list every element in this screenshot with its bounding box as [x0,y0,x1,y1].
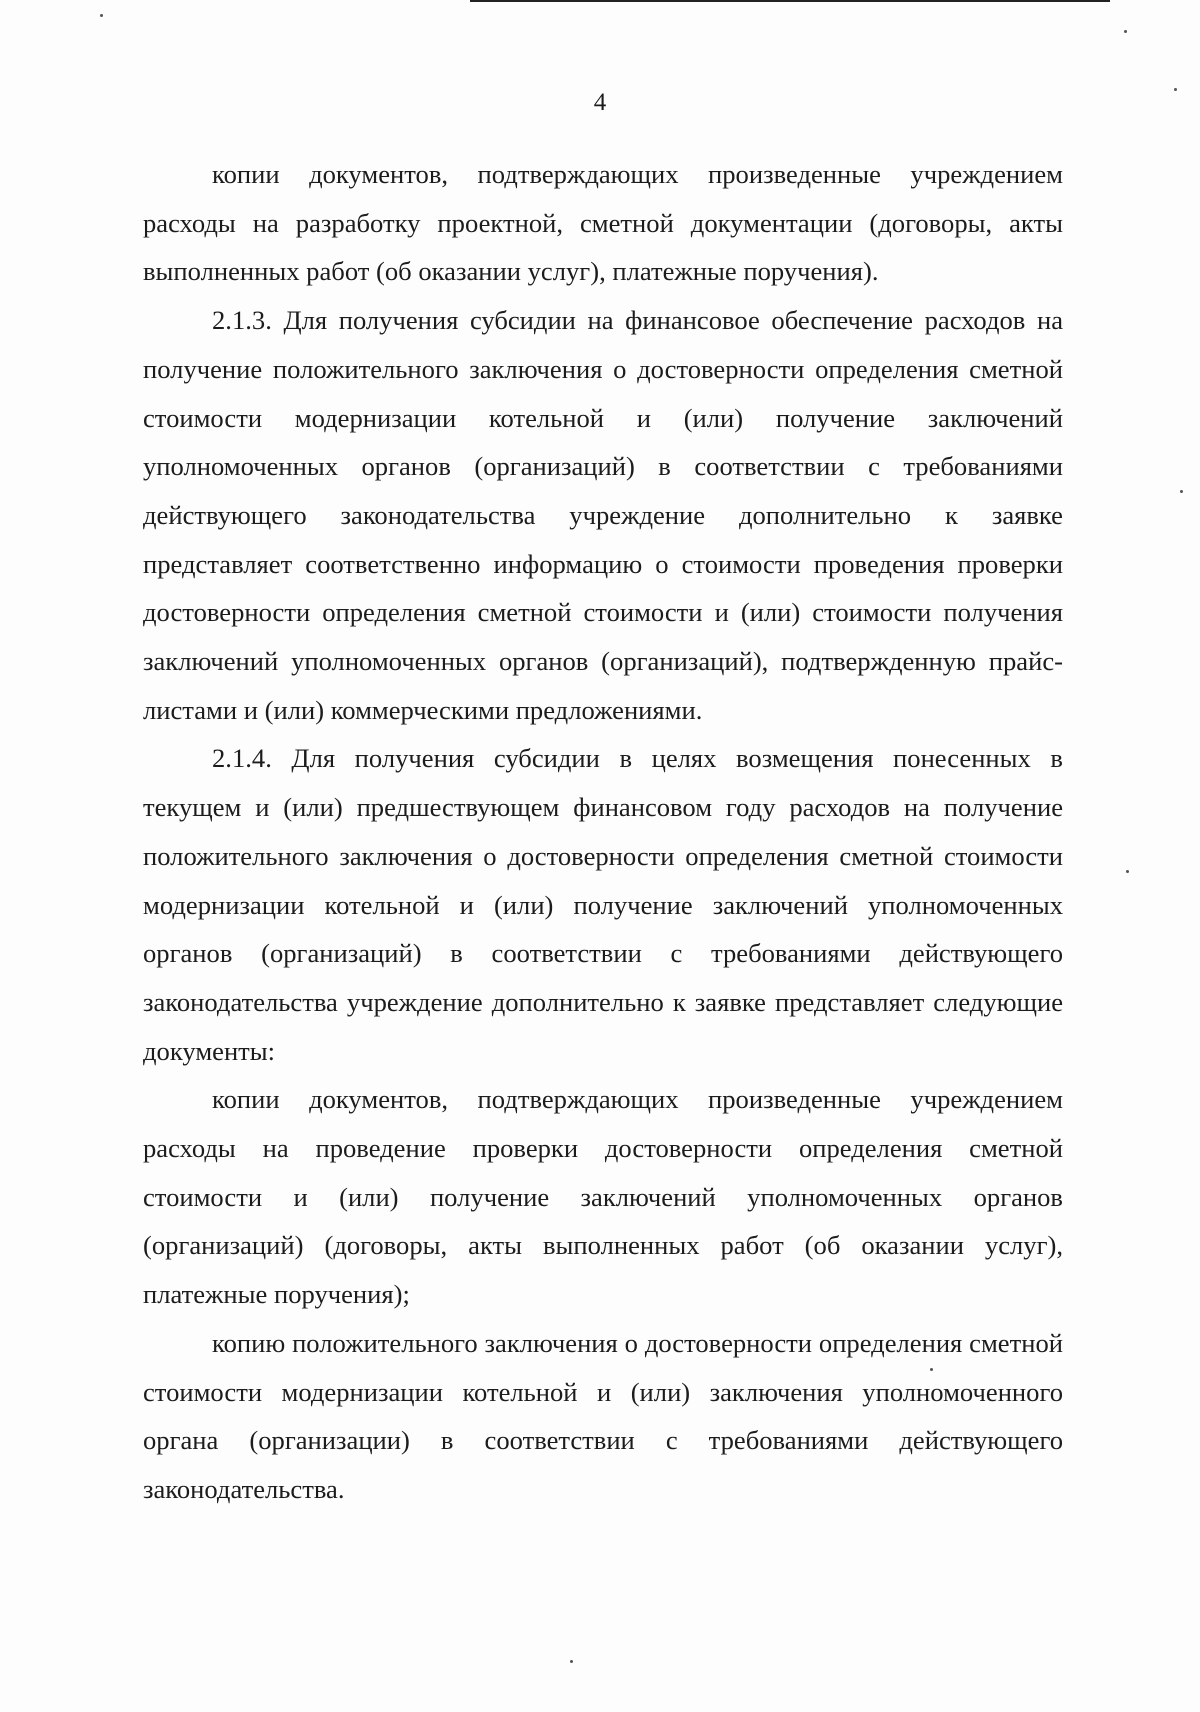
document-body [143,150,1063,1514]
paragraph-payment-documents: копии документов, подтверждающих произведенные учреждением расходы на проведение проверки достоверности определения сметной стоимости и (или) получение заключений уполномоченных органов (организаций) (договоры, акты выполненных работ (об оказании услуг), платежные поручения); [143,1084,1063,1310]
paragraph-2-1-4: 2.1.4. Для получения субсидии в целях возмещения понесенных в текущем и (или) предшествующем финансовом году расходов на получение положительного заключения о достоверности определения сметной стоимости модернизации котельной и (или) получение заключений уполномоченных органов (организаций) в соответствии с требованиями действующего законодательства учреждение дополнительно к заявке представляет следующие документы: [143,743,1063,1066]
scan-speck [1180,490,1183,493]
paragraph-expense-documents: копии документов, подтверждающих произведенные учреждением расходы на разработку проектной, сметной документации (договоры, акты выполненных работ (об оказании услуг), платежные поручения). [143,159,1063,287]
scan-top-border [470,0,1110,2]
page-number: 4 [593,89,607,116]
scan-speck [100,14,103,17]
paragraph-positive-conclusion: копию положительного заключения о достоверности определения сметной стоимости модернизации котельной и (или) заключения уполномоченного органа (организации) в соответствии с требованиями действующего законодательства. [143,1327,1063,1504]
scan-speck [1126,870,1129,873]
paragraph-2-1-3: 2.1.3. Для получения субсидии на финансовое обеспечение расходов на получение положительного заключения о достоверности определения сметной стоимости модернизации котельной и (или) получение заключений уполномоченных органов (организаций) в соответствии с требованиями действующего законодательства учреждение дополнительно к заявке представляет соответственно информацию о стоимости проведения проверки достоверности определения сметной стоимости и (или) стоимости получения заключений уполномоченных органов (организаций), подтвержденную прайс-листами и (или) коммерческими предложениями. [143,305,1063,725]
scan-speck [1124,30,1127,33]
scan-speck [570,1660,573,1663]
